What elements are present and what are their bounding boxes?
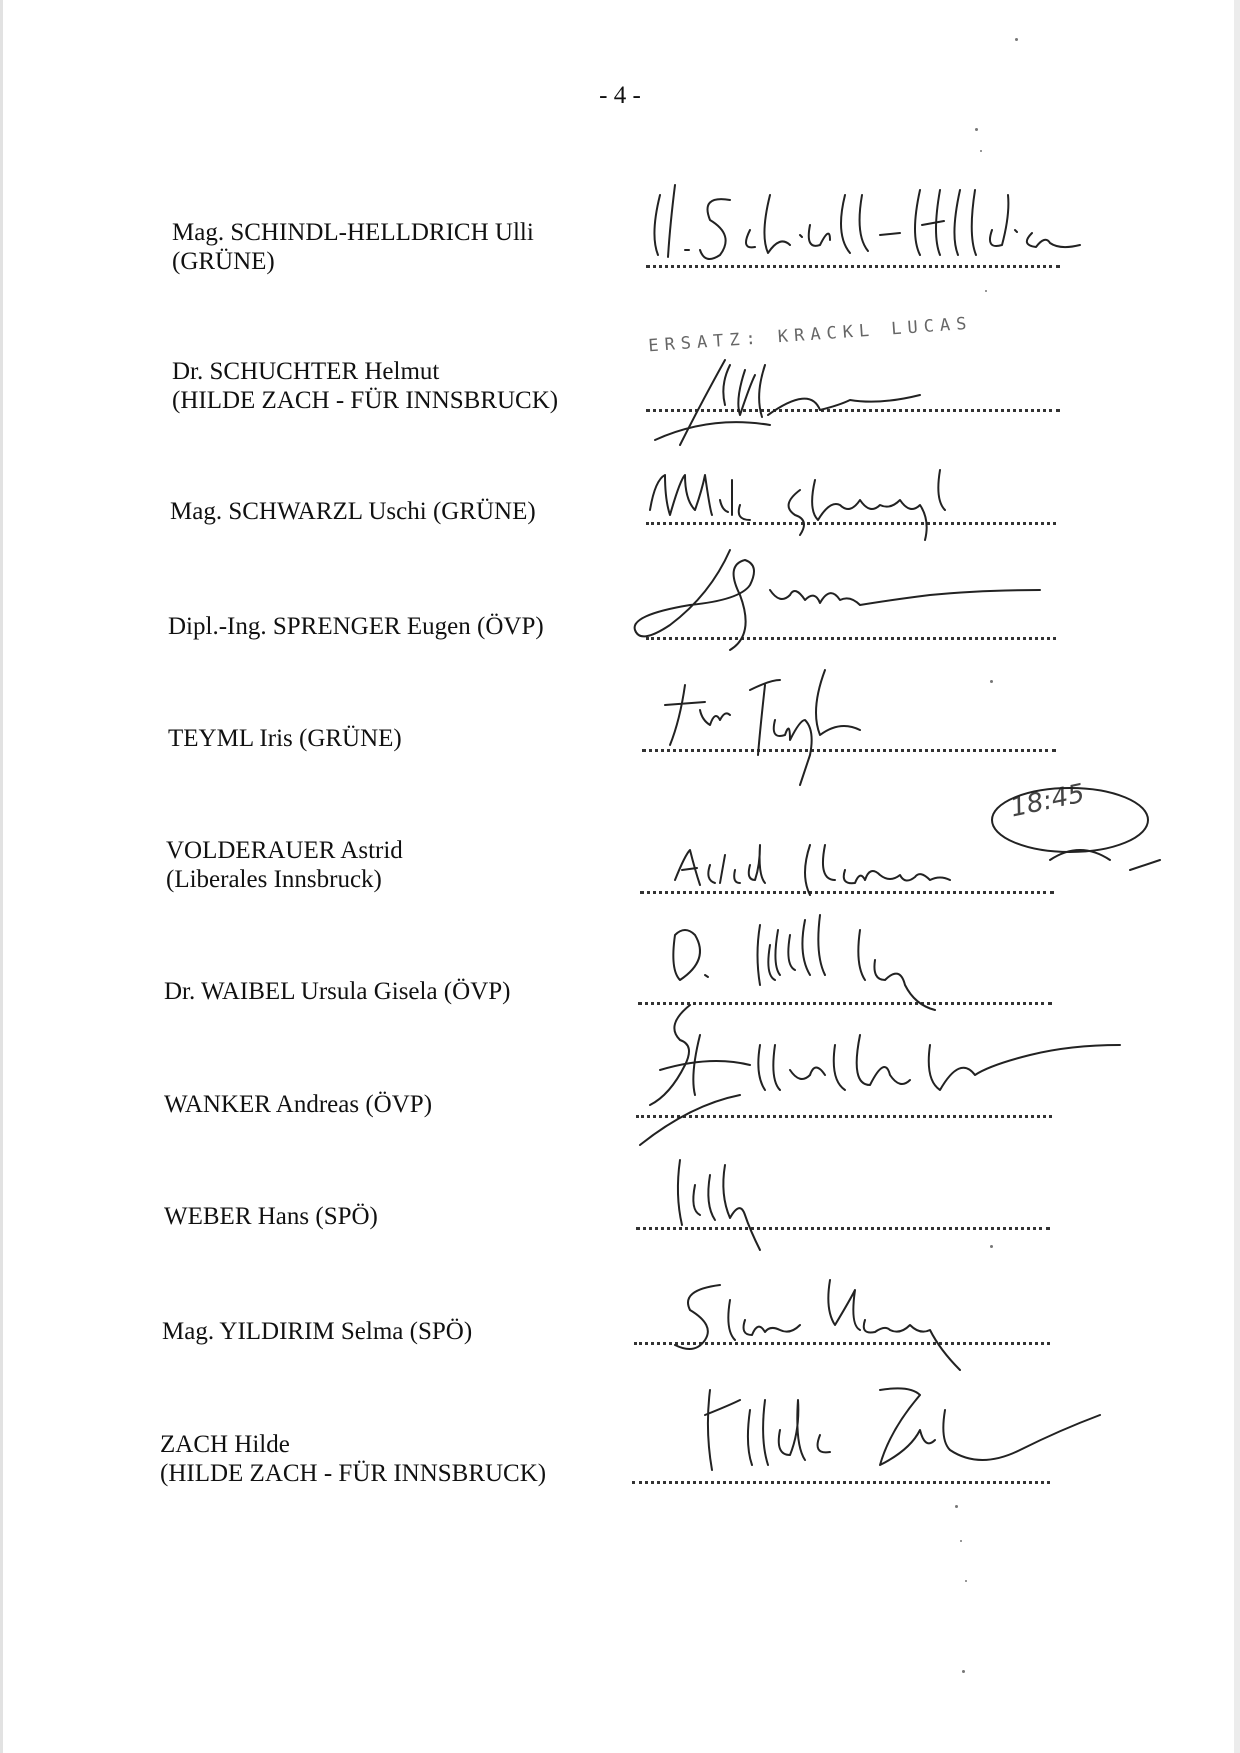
signature-volderauer bbox=[660, 825, 1030, 905]
signatory-name: Dr. SCHUCHTER Helmut (HILDE ZACH - FÜR INNSBRUCK) bbox=[172, 358, 559, 414]
signatory-name: Mag. SCHINDL-HELLDRICH Ulli (GRÜNE) bbox=[172, 219, 534, 275]
signatory-name: Dipl.-Ing. SPRENGER Eugen (ÖVP) bbox=[168, 613, 544, 640]
signatory-name: ZACH Hilde (HILDE ZACH - FÜR INNSBRUCK) bbox=[160, 1431, 547, 1487]
time-annotation: 18:45 bbox=[1007, 778, 1088, 824]
signature-yildirim bbox=[660, 1270, 990, 1380]
signatory-name: WEBER Hans (SPÖ) bbox=[164, 1203, 378, 1230]
scan-speck bbox=[965, 1580, 967, 1582]
scan-speck bbox=[955, 1505, 958, 1508]
scan-edge-right bbox=[1234, 0, 1240, 1753]
scan-speck bbox=[980, 150, 982, 152]
signature-krackl bbox=[650, 345, 950, 455]
page-number: - 4 - bbox=[599, 82, 641, 109]
time-circle-mark bbox=[990, 780, 1190, 890]
signatory-name: Dr. WAIBEL Ursula Gisela (ÖVP) bbox=[164, 978, 511, 1005]
signatory-name: Mag. YILDIRIM Selma (SPÖ) bbox=[162, 1318, 473, 1345]
scan-speck bbox=[985, 290, 987, 292]
signature-zach bbox=[680, 1370, 1140, 1490]
signatory-name: Mag. SCHWARZL Uschi (GRÜNE) bbox=[170, 498, 536, 525]
substitute-note: ERSATZ: KRACKL LUCAS bbox=[647, 313, 974, 357]
signatory-name: WANKER Andreas (ÖVP) bbox=[164, 1091, 433, 1118]
signature-schindl-helldrich bbox=[640, 175, 1100, 275]
scan-speck bbox=[960, 1540, 962, 1542]
signatory-name: VOLDERAUER Astrid (Liberales Innsbruck) bbox=[166, 837, 403, 893]
scan-speck bbox=[975, 128, 978, 131]
signature-schwarzl bbox=[640, 460, 1040, 540]
signature-weber bbox=[660, 1140, 860, 1260]
scan-speck bbox=[990, 680, 993, 683]
signatory-name: TEYML Iris (GRÜNE) bbox=[168, 725, 402, 752]
scan-edge-left bbox=[0, 0, 3, 1753]
signature-sprenger bbox=[630, 545, 1090, 655]
scan-speck bbox=[990, 1245, 993, 1248]
scan-speck bbox=[1015, 38, 1018, 41]
signature-teyml bbox=[640, 660, 960, 790]
signature-wanker bbox=[630, 995, 1130, 1155]
scan-speck bbox=[962, 1670, 965, 1673]
